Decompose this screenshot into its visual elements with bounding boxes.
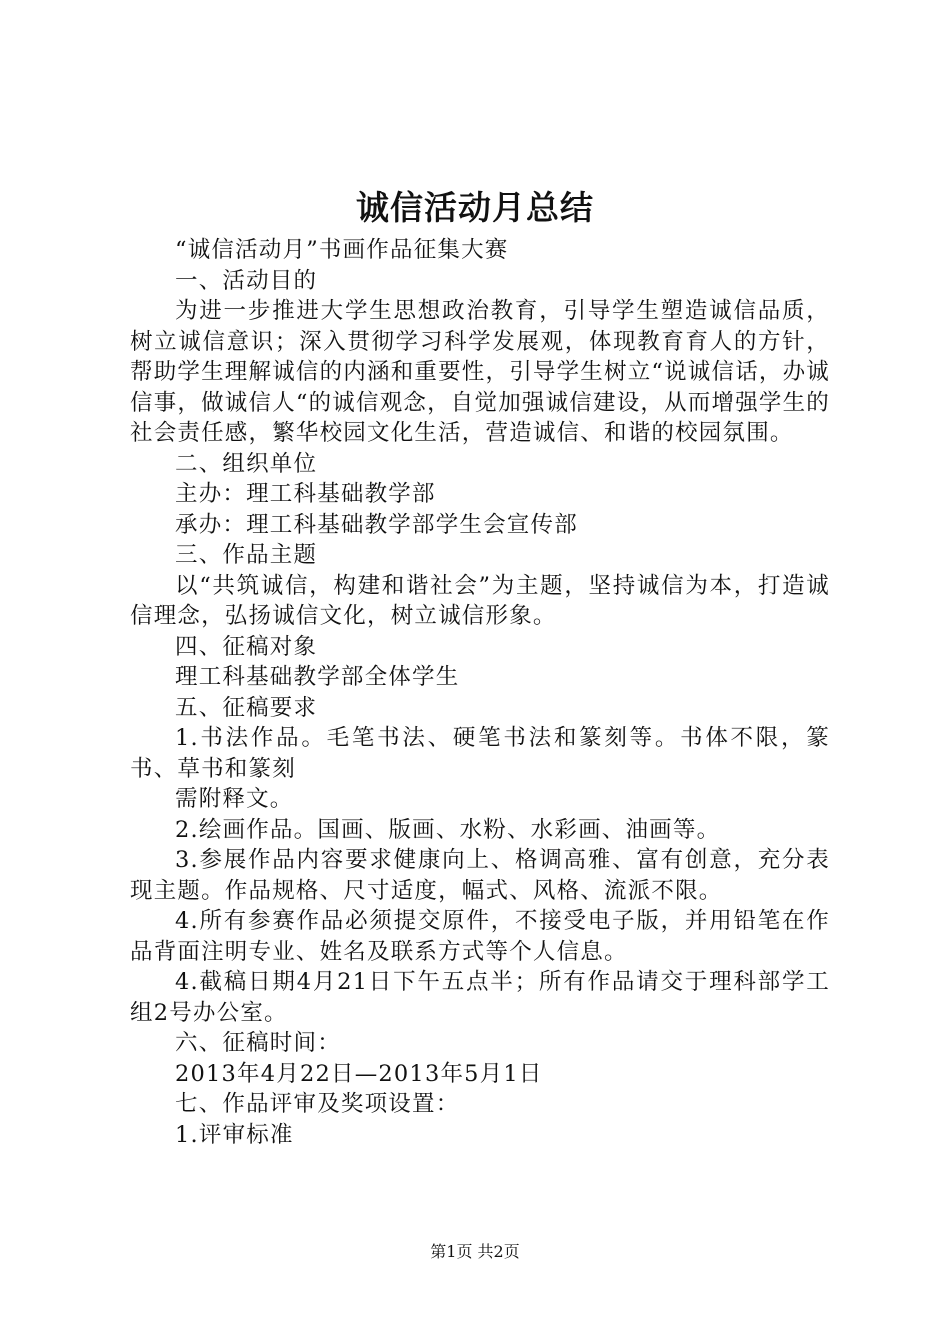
- section-heading: 六、征稿时间：: [175, 1030, 341, 1056]
- list-item: 4.截稿日期4月21日下午五点半；所有作品请交于理科部学工组2号办公室。: [130, 969, 830, 1026]
- paragraph: 承办：理工科基础教学部学生会宣传部: [175, 511, 578, 538]
- paragraph: 需附释文。: [175, 786, 294, 812]
- section-heading: 一、活动目的: [175, 267, 318, 294]
- document-body: [130, 235, 830, 1150]
- paragraph: 为进一步推进大学生思想政治教育，引导学生塑造诚信品质，树立诚信意识；深入贯彻学习科学发展观，体现教育育人的方针，帮助学生理解诚信的内涵和重要性，引导学生树立“说诚信话，办诚信事，做诚信人“的诚信观念，自觉加强诚信建设，从而增强学生的社会责任感，繁华校园文化生活，营造诚信、和谐的校园氛围。: [130, 298, 831, 446]
- page-footer: 第1页 共2页: [430, 1242, 520, 1261]
- list-item: 1.评审标准: [175, 1121, 294, 1148]
- section-heading: 四、征稿对象: [175, 633, 318, 660]
- list-item: 2.绘画作品。国画、版画、水粉、水彩画、油画等。: [175, 816, 721, 843]
- list-item: 3.参展作品内容要求健康向上、格调高雅、富有创意，充分表现主题。作品规格、尺寸适度，幅式、风格、流派不限。: [130, 847, 830, 904]
- document-title: 诚信活动月总结: [356, 188, 594, 227]
- paragraph: 以“共筑诚信，构建和谐社会”为主题，坚持诚信为本，打造诚信理念，弘扬诚信文化，树立诚信形象。: [130, 572, 830, 629]
- section-heading: 二、组织单位: [175, 450, 318, 477]
- section-heading: 七、作品评审及奖项设置：: [175, 1091, 460, 1117]
- list-item: 4.所有参赛作品必须提交原件，不接受电子版，并用铅笔在作品背面注明专业、姓名及联系方式等个人信息。: [130, 908, 830, 965]
- list-item: 1.书法作品。毛笔书法、硬笔书法和篆刻等。书体不限，篆书、草书和篆刻: [130, 725, 830, 782]
- section-heading: 三、作品主题: [175, 542, 318, 568]
- section-heading: 五、征稿要求: [175, 694, 318, 721]
- subtitle: “诚信活动月”书画作品征集大赛: [175, 237, 509, 263]
- paragraph: 理工科基础教学部全体学生: [175, 664, 460, 690]
- paragraph: 2013年4月22日—2013年5月1日: [175, 1060, 543, 1087]
- paragraph: 主办：理工科基础教学部: [175, 481, 436, 507]
